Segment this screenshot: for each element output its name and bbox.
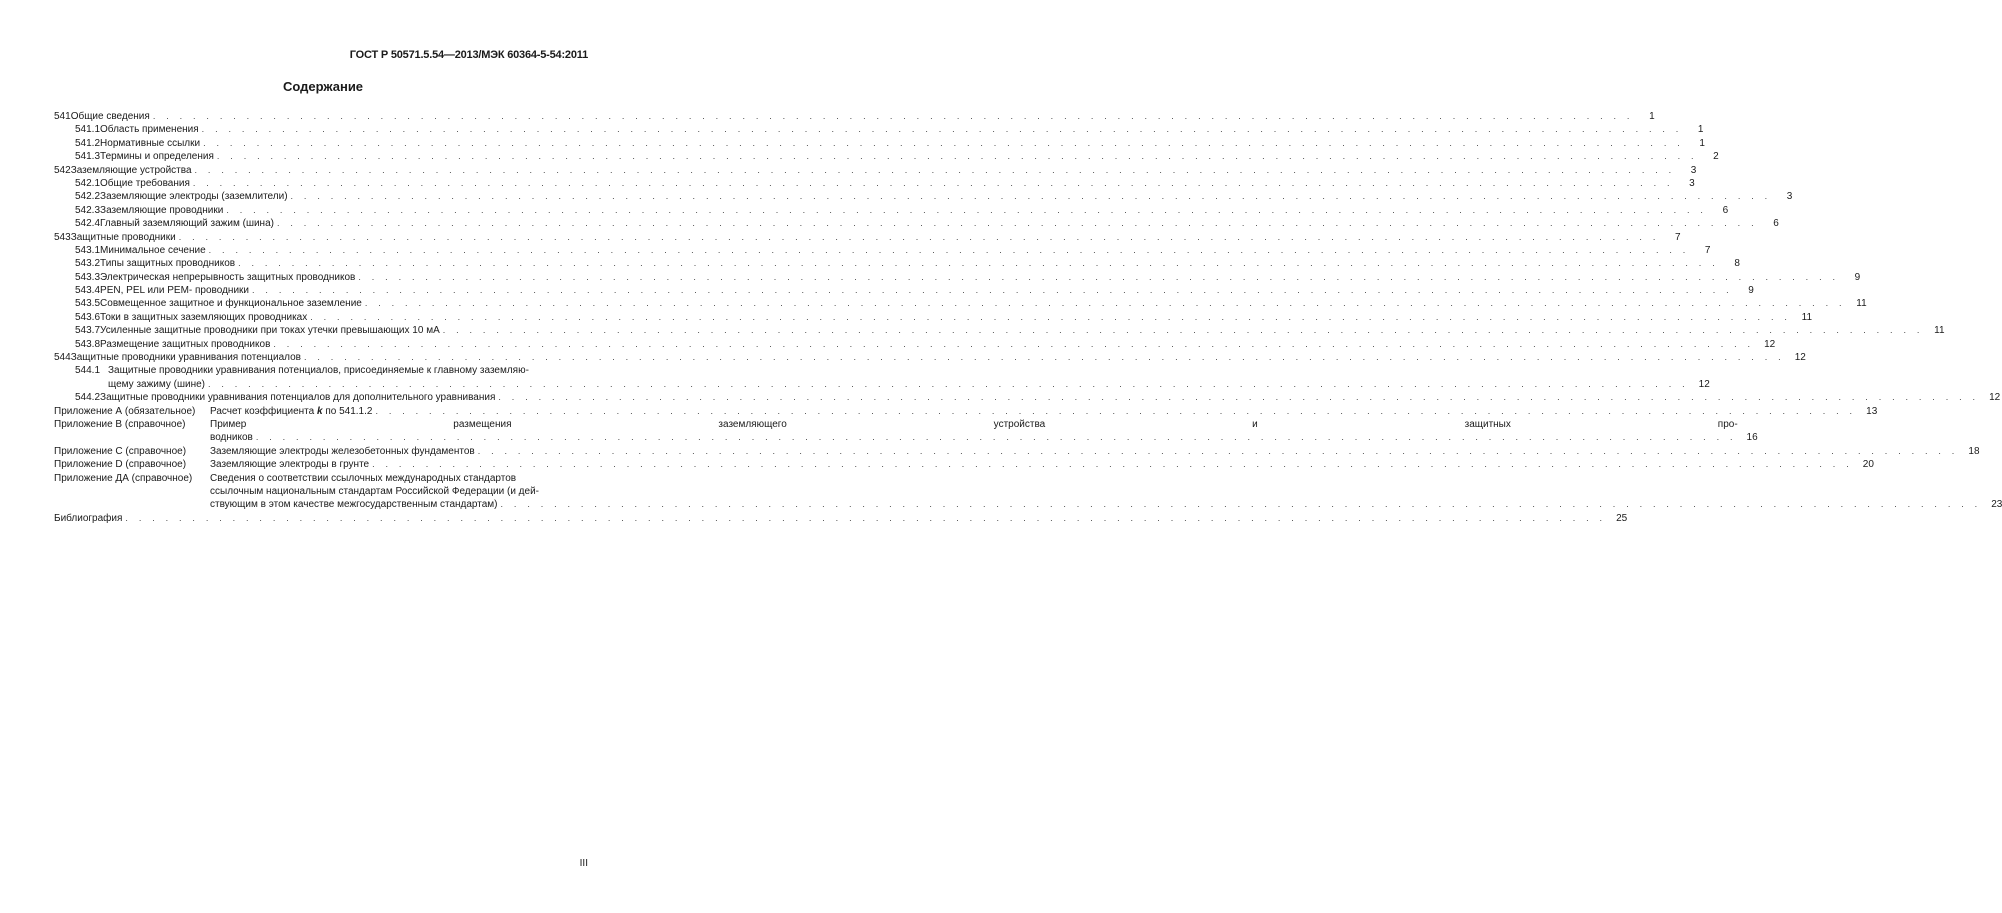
toc-entry-page: 7 bbox=[1674, 231, 1681, 243]
toc-entry-title: Нормативные ссылки bbox=[100, 137, 201, 149]
toc-entry[interactable] bbox=[54, 190, 1793, 203]
toc-entry-number: 541.2 bbox=[75, 137, 101, 149]
toc-bibliography[interactable] bbox=[54, 512, 1628, 525]
toc-entry-number: 543.5 bbox=[75, 298, 101, 310]
toc-entry-page: 9 bbox=[1854, 271, 1861, 283]
toc-entry-page: 12 bbox=[1794, 352, 1806, 364]
toc-entry-number: 541 bbox=[54, 110, 71, 122]
toc-entry-page: 3 bbox=[1689, 177, 1695, 189]
toc-entry-title: Защитные проводники уравнивания потенциалов bbox=[70, 352, 301, 364]
toc-entry-title: Общие сведения bbox=[70, 110, 150, 122]
toc-entry-number: 543.4 bbox=[75, 285, 101, 297]
toc-entry-page: 1 bbox=[1699, 137, 1705, 149]
toc-entry-page: 18 bbox=[1968, 445, 1980, 457]
appendix-title-line2: водников bbox=[210, 432, 253, 444]
toc-entry-title: Минимальное сечение bbox=[100, 244, 206, 256]
toc-entry-page: 3 bbox=[1690, 164, 1697, 176]
toc-entry-number: 542.1 bbox=[75, 177, 101, 189]
toc-entry[interactable] bbox=[54, 244, 1711, 257]
bibliography-title: Библиография bbox=[54, 512, 123, 524]
toc-entry-title: Защитные проводники уравнивания потенциалов для дополнительного уравнивания bbox=[100, 392, 496, 404]
appendix-title: Расчет коэффициента k по 541.1.2 bbox=[210, 405, 373, 417]
toc-entry-page: 13 bbox=[1866, 405, 1878, 417]
toc-entry-title: Общие требования bbox=[100, 177, 190, 189]
toc-entry[interactable] bbox=[54, 338, 1776, 351]
toc-entry-page: 6 bbox=[1722, 204, 1729, 216]
page-title: Содержание bbox=[282, 79, 364, 94]
appendix-label: Приложение D (справочное) bbox=[54, 459, 187, 471]
toc-entry-number: 544.1 bbox=[75, 365, 101, 377]
leader-dots bbox=[478, 445, 1959, 458]
appendix-label: Приложение А (обязательное) bbox=[54, 405, 196, 417]
appendix-title: Заземляющие электроды в грунте bbox=[210, 459, 370, 471]
toc-entry[interactable] bbox=[54, 284, 1754, 297]
toc-entry-number: 542.2 bbox=[75, 191, 101, 203]
toc-entry-title: Заземляющие устройства bbox=[70, 164, 192, 176]
leader-dots bbox=[226, 204, 1707, 217]
toc-entry-number: 542.4 bbox=[75, 218, 101, 230]
toc-entry[interactable] bbox=[54, 150, 1719, 163]
toc-entry-number: 543.7 bbox=[75, 325, 101, 337]
toc-entry-page: 11 bbox=[1801, 311, 1813, 323]
leader-dots bbox=[291, 190, 1772, 203]
toc-entry-title: Типы защитных проводников bbox=[100, 258, 236, 270]
toc-entry-page: 23 bbox=[1991, 499, 2002, 511]
toc-entry-number: 541.3 bbox=[75, 151, 101, 163]
leader-dots bbox=[304, 351, 1785, 364]
toc-entry-title: Совмещенное защитное и функциональное заземление bbox=[100, 298, 362, 310]
appendix-title-line2: ссылочным национальным стандартам Российской Федерации (и дей- bbox=[210, 485, 539, 497]
leader-dots bbox=[202, 123, 1683, 136]
toc-entry-page: 2 bbox=[1713, 151, 1719, 163]
leader-dots bbox=[375, 405, 1856, 418]
toc-entry-title: Область применения bbox=[100, 124, 199, 136]
toc-entry-page: 8 bbox=[1734, 258, 1740, 270]
toc-entry-title: Заземляющие электроды (заземлители) bbox=[100, 191, 288, 203]
toc-entry-title: Усиленные защитные проводники при токах утечки превышающих 10 мА bbox=[100, 325, 440, 337]
appendix-title-line1: Пример размещения заземляющего устройства и защитных про- bbox=[210, 419, 1738, 430]
leader-dots bbox=[256, 431, 1737, 444]
toc-entry-title: Заземляющие проводники bbox=[100, 204, 224, 216]
toc-entry-page: 12 bbox=[1764, 338, 1776, 350]
toc-entry-544-1[interactable] bbox=[54, 364, 1710, 391]
appendix-label: Приложение ДА (справочное) bbox=[54, 472, 193, 484]
toc-entry[interactable] bbox=[54, 137, 1705, 150]
toc-entry[interactable] bbox=[54, 351, 1806, 364]
toc-entry[interactable] bbox=[54, 257, 1740, 270]
toc-entry-number: 544 bbox=[54, 352, 71, 364]
appendix-label: Приложение С (справочное) bbox=[54, 445, 187, 457]
toc-entry-number: 543.8 bbox=[75, 338, 101, 350]
toc-entry-544-2[interactable] bbox=[54, 391, 2001, 404]
toc-entry-number: 543 bbox=[54, 231, 71, 243]
leader-dots bbox=[498, 391, 1979, 404]
leader-dots bbox=[208, 378, 1689, 391]
leader-dots bbox=[153, 110, 1634, 123]
toc-entry-number: 543.3 bbox=[75, 271, 101, 283]
appendix-title-line1: Сведения о соответствии ссылочных международных стандартов bbox=[210, 472, 517, 484]
toc-entry-number: 542.3 bbox=[75, 204, 101, 216]
toc-appendix-a[interactable] bbox=[54, 405, 1878, 418]
toc-entry-page: 9 bbox=[1748, 285, 1754, 297]
leader-dots bbox=[238, 257, 1719, 270]
toc-entry-page: 16 bbox=[1746, 432, 1758, 444]
leader-dots bbox=[501, 498, 1982, 511]
toc-entry-title: Защитные проводники bbox=[70, 231, 176, 243]
toc-entries bbox=[54, 110, 1945, 364]
toc-entry-title: Электрическая непрерывность защитных проводников bbox=[100, 271, 356, 283]
leader-dots bbox=[179, 231, 1660, 244]
toc-entry[interactable] bbox=[54, 110, 1655, 123]
leader-dots bbox=[125, 512, 1606, 525]
toc-entry-page: 3 bbox=[1786, 191, 1793, 203]
appendix-title-line3: ствующим в этом качестве межгосударственным стандартам) bbox=[210, 499, 498, 511]
leader-dots bbox=[443, 324, 1924, 337]
table-of-contents bbox=[54, 110, 2002, 525]
leader-dots bbox=[217, 150, 1698, 163]
toc-entry[interactable] bbox=[54, 217, 1779, 230]
leader-dots bbox=[193, 177, 1674, 190]
leader-dots bbox=[358, 271, 1839, 284]
toc-entry-page: 12 bbox=[1698, 378, 1710, 390]
leader-dots bbox=[372, 458, 1853, 471]
toc-entry[interactable] bbox=[54, 204, 1729, 217]
toc-appendix-c[interactable] bbox=[54, 445, 1980, 458]
toc-entry[interactable] bbox=[54, 271, 1861, 284]
leader-dots bbox=[203, 137, 1684, 150]
leader-dots bbox=[252, 284, 1733, 297]
toc-entry-title: PEN, PEL или PEM- проводники bbox=[100, 285, 250, 297]
toc-entry-number: 541.1 bbox=[75, 124, 101, 136]
toc-entry[interactable] bbox=[54, 311, 1813, 324]
toc-entry-title: Термины и определения bbox=[100, 151, 214, 163]
toc-entry[interactable] bbox=[54, 123, 1704, 136]
standard-header: ГОСТ Р 50571.5.54—2013/МЭК 60364-5-54:2011 bbox=[349, 49, 588, 61]
toc-entry-page: 20 bbox=[1862, 459, 1874, 471]
toc-entry-page: 6 bbox=[1773, 218, 1779, 230]
toc-entry-page: 1 bbox=[1697, 124, 1704, 136]
toc-appendix-d[interactable] bbox=[54, 458, 1874, 471]
leader-dots bbox=[195, 164, 1676, 177]
page-number: III bbox=[579, 858, 588, 869]
toc-entry[interactable] bbox=[54, 164, 1697, 177]
leader-dots bbox=[273, 338, 1754, 351]
toc-entry-title: Главный заземляющий зажим (шина) bbox=[100, 218, 274, 230]
toc-entry[interactable] bbox=[54, 324, 1945, 337]
toc-entry-number: 543.1 bbox=[75, 244, 101, 256]
leader-dots bbox=[209, 244, 1690, 257]
toc-entry-title: Токи в защитных заземляющих проводниках bbox=[100, 311, 308, 323]
toc-entry-page: 7 bbox=[1704, 244, 1711, 256]
toc-entry-title: Размещение защитных проводников bbox=[100, 338, 271, 350]
toc-entry[interactable] bbox=[54, 177, 1695, 190]
toc-entry-title-line2: щему зажиму (шине) bbox=[108, 378, 205, 390]
appendix-label: Приложение В (справочное) bbox=[54, 419, 186, 430]
leader-dots bbox=[310, 311, 1791, 324]
toc-entry-page: 11 bbox=[1934, 325, 1945, 337]
toc-appendix-b[interactable] bbox=[54, 418, 1758, 445]
toc-entry-title-line1: Защитные проводники уравнивания потенциалов, присоединяемые к главному заземляю- bbox=[108, 365, 529, 377]
toc-entry-number: 543.6 bbox=[75, 311, 101, 323]
toc-entry[interactable] bbox=[54, 231, 1681, 244]
toc-entry-number: 544.2 bbox=[75, 392, 101, 404]
appendix-title: Заземляющие электроды железобетонных фундаментов bbox=[210, 445, 475, 457]
leader-dots bbox=[277, 217, 1758, 230]
toc-entry-number: 543.2 bbox=[75, 258, 101, 270]
toc-entry-number: 542 bbox=[54, 164, 71, 176]
toc-entry-page: 1 bbox=[1649, 110, 1655, 122]
toc-entry-page: 25 bbox=[1616, 512, 1628, 524]
toc-entry[interactable] bbox=[54, 297, 1867, 310]
toc-appendix-da[interactable] bbox=[54, 472, 2002, 512]
leader-dots bbox=[365, 297, 1846, 310]
toc-entry-page: 12 bbox=[1989, 392, 2001, 404]
toc-entry-page: 11 bbox=[1856, 298, 1867, 310]
